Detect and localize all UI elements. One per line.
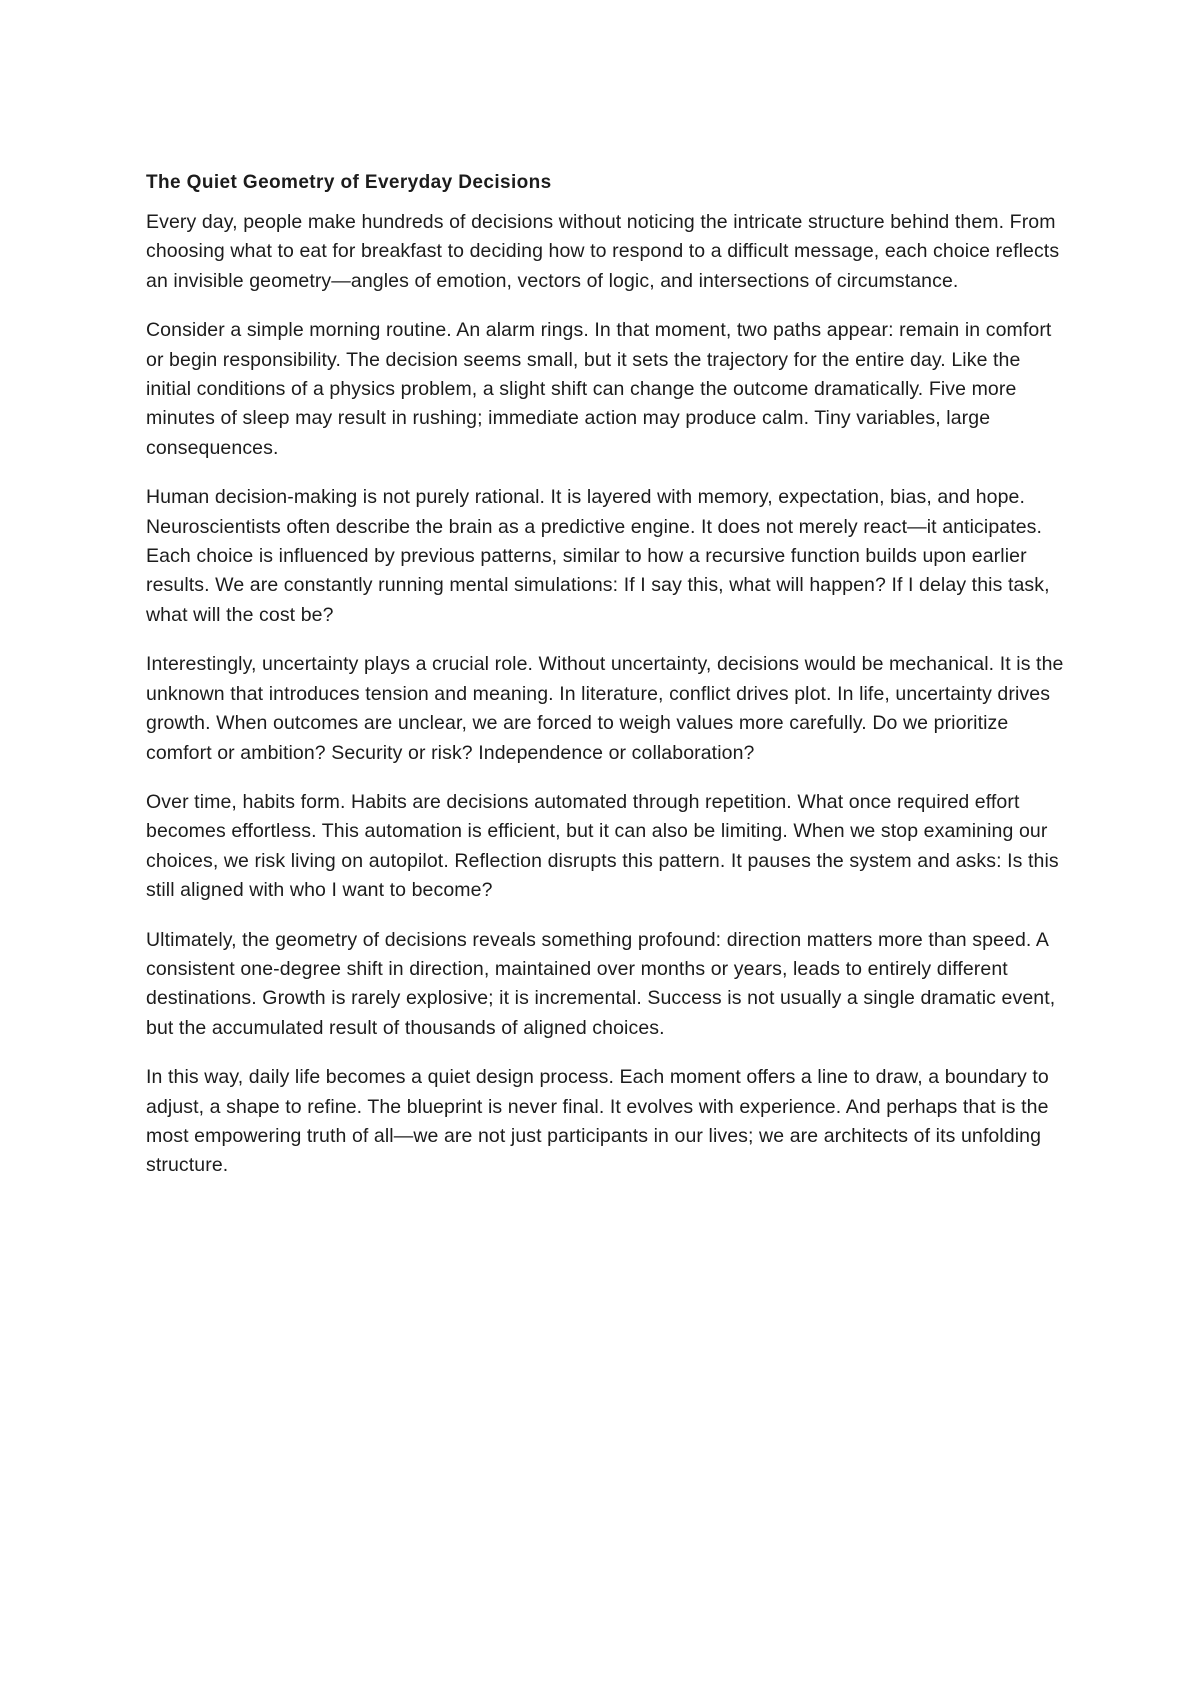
paragraph-1: Every day, people make hundreds of decisions without noticing the intricate structure behind them. From choosing what to eat for breakfast to deciding how to respond to a difficult message, each choice reflects an invisible geometry—angles of emotion, vectors of logic, and intersections of circumstance.: [146, 211, 1060, 292]
paragraph-2: Consider a simple morning routine. An alarm rings. In that moment, two paths appear: remain in comfort or begin responsibility. The decision seems small, but it sets the trajectory for the entire day. Like the initial conditions of a physics problem, a slight shift can change the outcome dramatically. Five more minutes of sleep may result in rushing; immediate action may produce calm. Tiny variables, large consequences.: [146, 319, 1052, 459]
document-body: [146, 168, 1066, 1201]
paragraph-5: Over time, habits form. Habits are decisions automated through repetition. What once required effort becomes effortless. This automation is efficient, but it can also be limiting. When we stop examining our choices, we risk living on autopilot. Reflection disrupts this pattern. It pauses the system and asks: Is this still aligned with who I want to become?: [146, 790, 1059, 902]
paragraph-7: In this way, daily life becomes a quiet design process. Each moment offers a line to draw, a boundary to adjust, a shape to refine. The blueprint is never final. It evolves with experience. And perhaps that is the most empowering truth of all—we are not just participants in our lives; we are architects of its unfolding structure.: [146, 1066, 1049, 1177]
document-title: The Quiet Geometry of Everyday Decisions: [146, 172, 552, 193]
paragraph-6: Ultimately, the geometry of decisions reveals something profound: direction matters more than speed. A consistent one-degree shift in direction, maintained over months or years, leads to entirely different destinations. Growth is rarely explosive; it is incremental. Success is not usually a single dramatic event, but the accumulated result of thousands of aligned choices.: [146, 928, 1056, 1039]
paragraph-3: Human decision-making is not purely rational. It is layered with memory, expectation, bias, and hope. Neuroscientists often describe the brain as a predictive engine. It does not merely react—it anticipates. Each choice is influenced by previous patterns, similar to how a recursive function builds upon earlier results. We are constantly running mental simulations: If I say this, what will happen? If I delay this task, what will the cost be?: [146, 486, 1050, 626]
paragraph-4: Interestingly, uncertainty plays a crucial role. Without uncertainty, decisions would be mechanical. It is the unknown that introduces tension and meaning. In literature, conflict drives plot. In life, uncertainty drives growth. When outcomes are unclear, we are forced to weigh values more carefully. Do we prioritize comfort or ambition? Security or risk? Independence or collaboration?: [146, 653, 1064, 764]
